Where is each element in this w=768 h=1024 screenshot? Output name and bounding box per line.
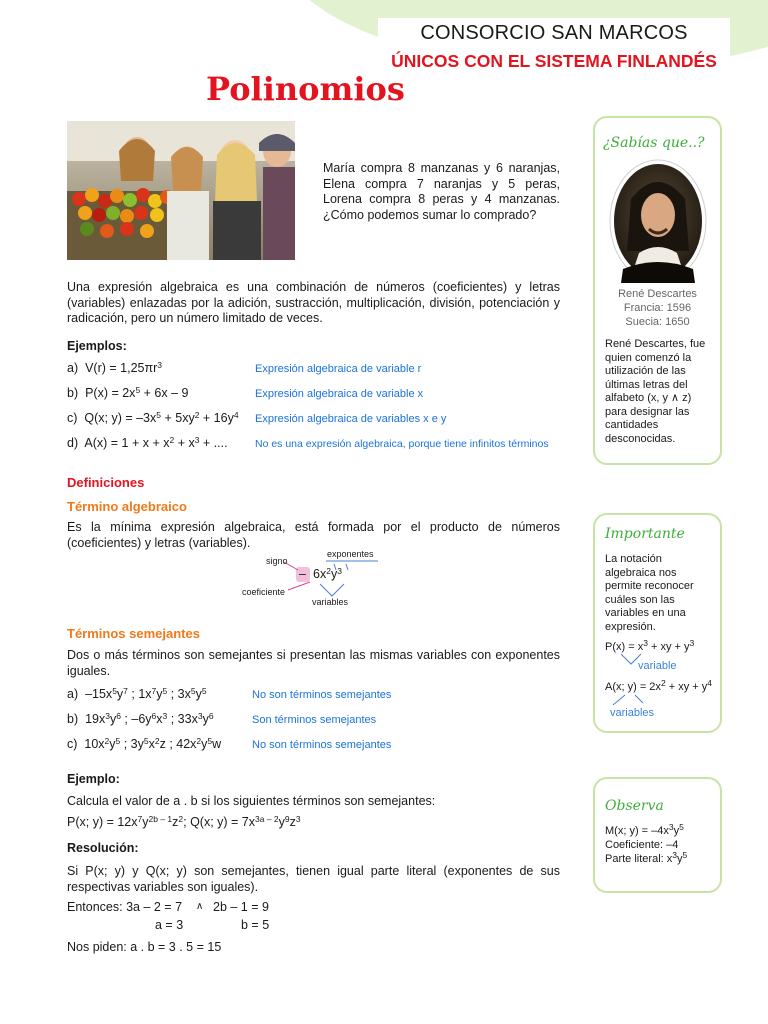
definiciones-heading: Definiciones xyxy=(67,475,145,490)
org-slogan: ÚNICOS CON EL SISTEMA FINLANDÉS xyxy=(378,48,730,74)
similar-c: c) $10x^2y^5$ ; $3y^5x^2z$ ; $42x^2y^5w$ xyxy=(67,736,222,751)
observa-box xyxy=(593,777,722,893)
caption-sweden: Suecia: 1650 xyxy=(625,316,690,328)
term-sign: – xyxy=(299,567,306,581)
variables-note: variables xyxy=(610,707,655,719)
example-label: b) xyxy=(67,386,79,400)
descartes-portrait xyxy=(609,159,707,283)
term-text: Es la mínima expresión algebraica, está formada por el producto de números (coeficientes) y letras (variables). xyxy=(67,520,560,550)
example-d: d) $A(x) = 1 + x + x^2 + x^3$ + .... xyxy=(67,435,228,450)
term-heading: Término algebraico xyxy=(67,499,187,514)
importante-text: La notación algebraica nos permite reconocer cuáles son las variables en una expresión. xyxy=(605,553,694,633)
example-c: c) Q(x; $y) = -3x^5 + 5xy^2 + 16y^4$ xyxy=(67,410,239,425)
page-title: Polinomios xyxy=(206,70,405,108)
org-name: CONSORCIO SAN MARCOS xyxy=(378,18,730,48)
example-a: a) $V(r) = 1,25\pi r^3$ xyxy=(67,360,162,375)
similar-label: c) xyxy=(67,737,78,751)
observa-coef: Coeficiente: –4 xyxy=(605,839,679,851)
ejemplo-terms: P(x; $y) = 12x^7y^{2b - 1}z^2$; Q(x; $y) = 7x^{3a - 2}y^9z^3$ xyxy=(67,814,301,829)
sabias-que-box xyxy=(593,116,722,465)
formula-a: A(x; $y) = 2x^2$ + xy + $y^4$ xyxy=(605,678,712,693)
observa-m: M(x; $y) = -4x^3y^5$ xyxy=(605,822,684,837)
example-note: Expresión algebraica de variables x e y xyxy=(255,413,447,425)
term-diagram xyxy=(238,546,378,612)
caption-name: René Descartes xyxy=(618,288,697,300)
importante-box xyxy=(593,513,722,733)
similar-heading: Términos semejantes xyxy=(67,626,200,641)
similar-label: b) xyxy=(67,712,79,726)
b-value: b = 5 xyxy=(241,918,270,932)
examples-heading: Ejemplos: xyxy=(67,339,127,353)
term-body: $6x^2y^3$ xyxy=(313,566,342,581)
equation-1: Entonces: 3a – 2 = 7 xyxy=(67,900,183,914)
variables-label: variables xyxy=(312,597,349,607)
signo-label: signo xyxy=(266,556,288,566)
example-label: c) xyxy=(67,411,78,425)
answer: Nos piden: a . b = 3 . 5 = 15 xyxy=(67,940,222,954)
similar-b: b) $19x^3y^6$ ; $-6y^6x^3$ ; $33x^3y^6$ xyxy=(67,711,214,726)
resolution-heading: Resolución: xyxy=(67,841,139,855)
equation-2: 2b – 1 = 9 xyxy=(213,900,269,914)
coeficiente-label: coeficiente xyxy=(242,587,286,597)
ejemplo-heading: Ejemplo: xyxy=(67,772,120,786)
resolution-text: Si P(x; y) y Q(x; y) son semejantes, tienen igual parte literal (exponentes de sus respectivas variables son iguales). xyxy=(67,864,560,894)
and-symbol: ∧ xyxy=(196,901,204,912)
sabias-title: ¿Sabías que..? xyxy=(603,135,705,151)
a-value: a = 3 xyxy=(155,918,184,932)
variable-note: variable xyxy=(638,660,677,672)
ejemplo-statement: Calcula el valor de a . b si los siguientes términos son semejantes: xyxy=(67,794,436,808)
formula-p: $P(x) = x^3$ + xy + $y^3$ xyxy=(605,638,695,653)
example-label: d) xyxy=(67,436,79,450)
similar-label: a) xyxy=(67,687,79,701)
similar-text: Dos o más términos son semejantes si presentan las mismas variables con exponentes iguales. xyxy=(67,648,560,678)
example-b: b) $P(x) = 2x^5 + 6x - 9$ xyxy=(67,385,189,400)
caption-france: Francia: 1596 xyxy=(623,302,692,314)
similar-note: Son términos semejantes xyxy=(252,714,377,726)
importante-title: Importante xyxy=(605,526,685,542)
observa-literal: Parte literal: $x^3y^5$ xyxy=(605,850,688,865)
exponentes-label: exponentes xyxy=(327,549,374,559)
example-note: No es una expresión algebraica, porque tiene infinitos términos xyxy=(255,438,549,450)
similar-note: No son términos semejantes xyxy=(252,689,392,701)
example-note: Expresión algebraica de variable r xyxy=(255,363,422,375)
similar-a: a) $-15x^5y^7$ ; $1x^7y^5$ ; $3x^5y^5$ xyxy=(67,686,207,701)
sabias-text: René Descartes, fue quien comenzó la utilización de las últimas letras del alfabeto (x, y ∧ z) para designar las cantidades desconocidas. xyxy=(605,338,706,445)
similar-note: No son términos semejantes xyxy=(252,739,392,751)
intro-problem: María compra 8 manzanas y 6 naranjas, Elena compra 7 naranjas y 5 peras, Lorena compra 8 peras y 4 manzanas. ¿Cómo podemos sumar lo comprado? xyxy=(323,161,560,222)
definition-paragraph: Una expresión algebraica es una combinación de números (coeficientes) y letras (variables) enlazadas por la adición, sustracción, multiplicación, división, potenciación y radicación, pero un número limitado de veces. xyxy=(67,280,560,325)
market-photo xyxy=(67,121,295,260)
example-note: Expresión algebraica de variable x xyxy=(255,388,424,400)
observa-title: Observa xyxy=(605,798,664,814)
example-label: a) xyxy=(67,361,79,375)
